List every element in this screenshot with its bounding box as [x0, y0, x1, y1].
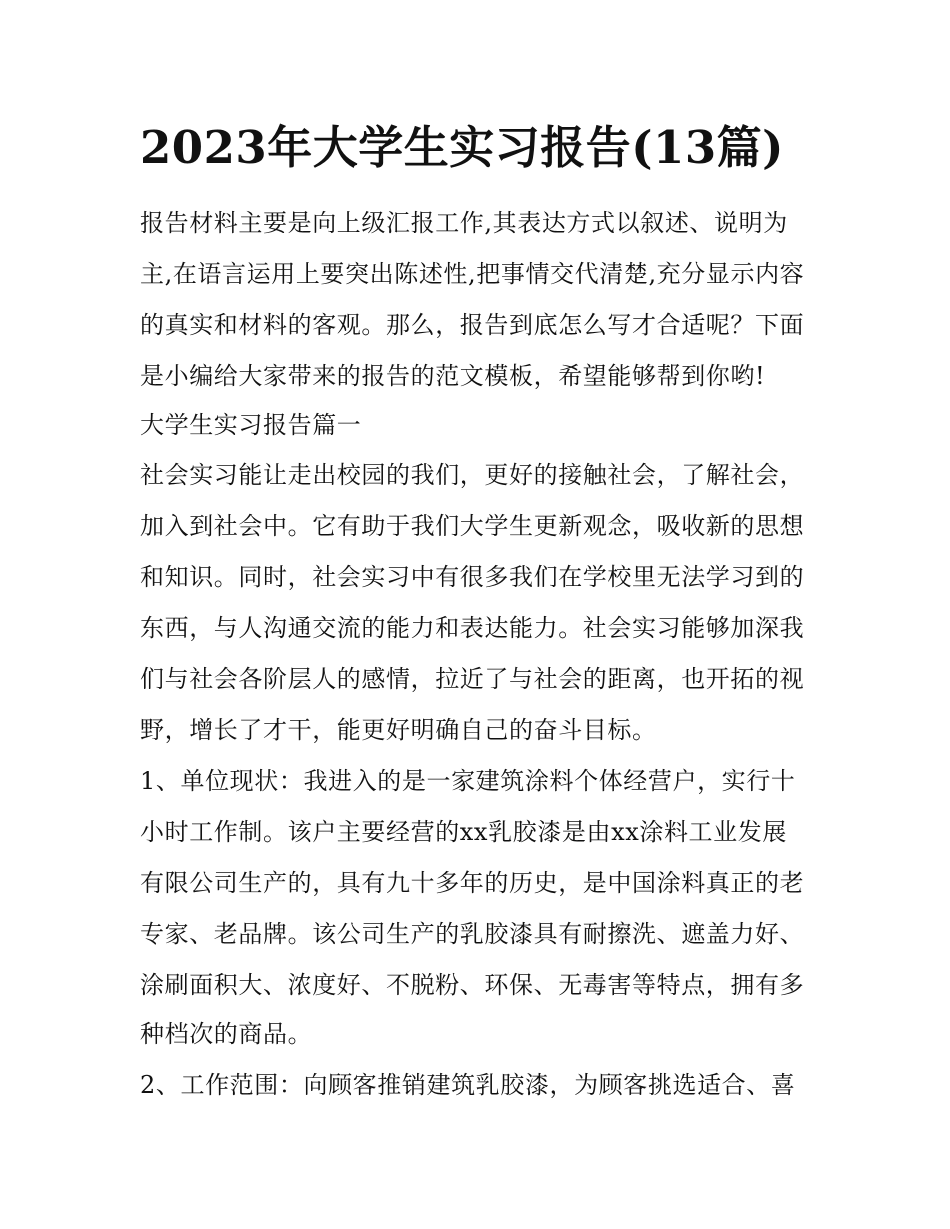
body-line-3: 和知识。同时，社会实习中有很多我们在学校里无法学习到的 — [140, 563, 805, 591]
item1-line-1: 1、单位现状：我进入的是一家建筑涂料个体经营户，实行十 — [140, 767, 796, 795]
intro-line-4: 是小编给大家带来的报告的范文模板，希望能够帮到你哟! — [140, 362, 766, 390]
item1-line-4: 专家、老品牌。该公司生产的乳胶漆具有耐擦洗、遮盖力好、 — [140, 920, 805, 948]
section-heading: 大学生实习报告篇一 — [140, 411, 362, 439]
intro-line-3: 的真实和材料的客观。那么，报告到底怎么写才合适呢？下面 — [140, 311, 805, 339]
body-line-2: 加入到社会中。它有助于我们大学生更新观念，吸收新的思想 — [140, 512, 805, 540]
item1-line-3: 有限公司生产的，具有九十多年的历史，是中国涂料真正的老 — [140, 869, 805, 897]
item1-line-6: 种档次的商品。 — [140, 1020, 313, 1048]
item2-line-1: 2、工作范围：向顾客推销建筑乳胶漆，为顾客挑选适合、喜 — [140, 1071, 796, 1099]
intro-line-1: 报告材料主要是向上级汇报工作,其表达方式以叙述、说明为 — [140, 209, 788, 237]
body-line-4: 东西，与人沟通交流的能力和表达能力。社会实习能够加深我 — [140, 614, 805, 642]
item1-line-2: 小时工作制。该户主要经营的xx乳胶漆是由xx涂料工业发展 — [140, 818, 787, 846]
document-title: 2023年大学生实习报告(13篇) — [140, 121, 784, 174]
body-line-6: 野，增长了才干，能更好明确自己的奋斗目标。 — [140, 716, 657, 744]
body-line-5: 们与社会各阶层人的感情，拉近了与社会的距离，也开拓的视 — [140, 665, 805, 693]
item1-line-5: 涂刷面积大、浓度好、不脱粉、环保、无毒害等特点，拥有多 — [140, 971, 805, 999]
body-line-1: 社会实习能让走出校园的我们，更好的接触社会，了解社会， — [140, 461, 805, 489]
intro-line-2: 主,在语言运用上要突出陈述性,把事情交代清楚,充分显示内容 — [140, 260, 805, 288]
